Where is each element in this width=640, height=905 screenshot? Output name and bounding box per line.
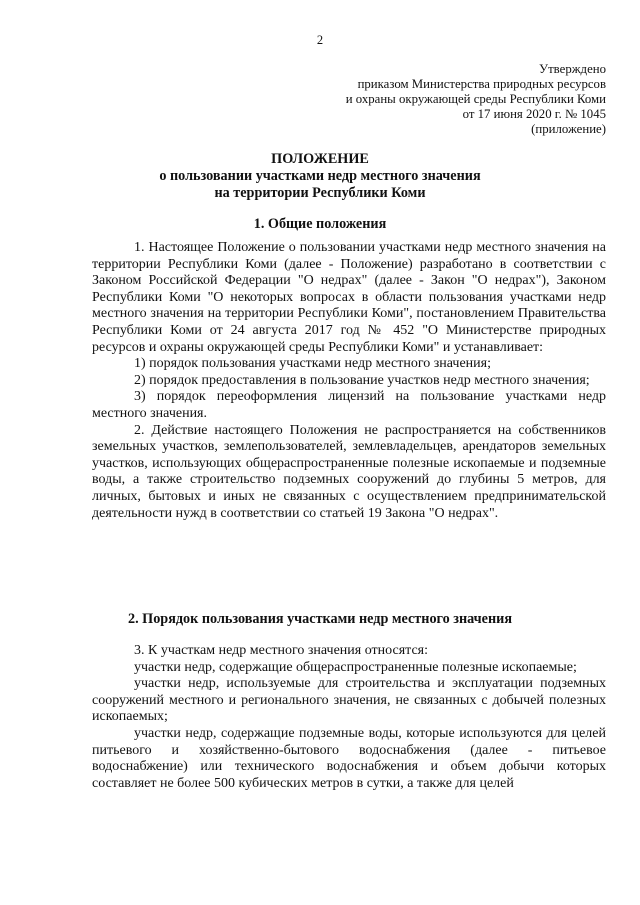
section-heading: 1. Общие положения <box>253 216 387 232</box>
title-line: на территории Республики Коми <box>214 185 426 201</box>
section-body <box>92 240 606 522</box>
section-body <box>92 643 606 792</box>
section-heading: 2. Порядок пользования участками недр местного значения <box>127 611 513 627</box>
paragraph: 1. Настоящее Положение о пользовании участками недр местного значения на территории Республики Коми (далее - Положение) разработано в соответствии с Законом Российской Федерации "О недрах" (далее - Закон "О недрах"), Законом Республики Коми "О некоторых вопросах в области пользования участками недр местного значения на территории Республики Коми", постановлением Правительства Республики Коми от 24 августа 2017 год № 452 "О Министерстве природных ресурсов и охраны окружающей среды Республики Коми" и устанавливает: <box>92 240 606 355</box>
paragraph: 2) порядок предоставления в пользование участков недр местного значения; <box>134 372 590 388</box>
title-line: ПОЛОЖЕНИЕ <box>271 151 369 167</box>
title-line: о пользовании участками недр местного значения <box>159 168 481 184</box>
paragraph: участки недр, используемые для строительства и эксплуатации подземных сооружений местного и регионального значения, не связанных с добычей полезных ископаемых; <box>92 676 606 725</box>
approval-line: (приложение) <box>531 122 606 136</box>
approval-line: и охраны окружающей среды Республики Коми <box>345 92 606 106</box>
paragraph: 3) порядок переоформления лицензий на пользование участками недр местного значения. <box>92 389 606 421</box>
document-title <box>0 151 640 202</box>
approval-line: приказом Министерства природных ресурсов <box>357 77 606 91</box>
page-number: 2 <box>316 33 324 47</box>
paragraph: участки недр, содержащие общераспространенные полезные ископаемые; <box>134 659 577 675</box>
paragraph: участки недр, содержащие подземные воды, которые используются для целей питьевого и хозяйственно-бытового водоснабжения (далее - питьевое водоснабжение) или технического водоснабжения и объем добычи которых составляет не более 500 кубических метров в сутки, а также для целей <box>92 725 606 791</box>
paragraph: 1) порядок пользования участками недр местного значения; <box>134 356 491 372</box>
approval-line: Утверждено <box>539 62 606 76</box>
paragraph: 2. Действие настоящего Положения не распространяется на собственников земельных участков, землепользователей, землевладельцев, арендаторов земельных участков, использующих общераспространенные полезные ископаемые и подземные воды, а также строительство подземных сооружений до глубины 5 метров, для личных, бытовых и иных не связанных с осуществлением предпринимательской деятельности нужд в соответствии со статьей 19 Закона "О недрах". <box>92 422 606 521</box>
approval-stamp <box>346 62 606 137</box>
approval-line: от 17 июня 2020 г. № 1045 <box>462 107 606 121</box>
paragraph: 3. К участкам недр местного значения относятся: <box>134 643 428 658</box>
